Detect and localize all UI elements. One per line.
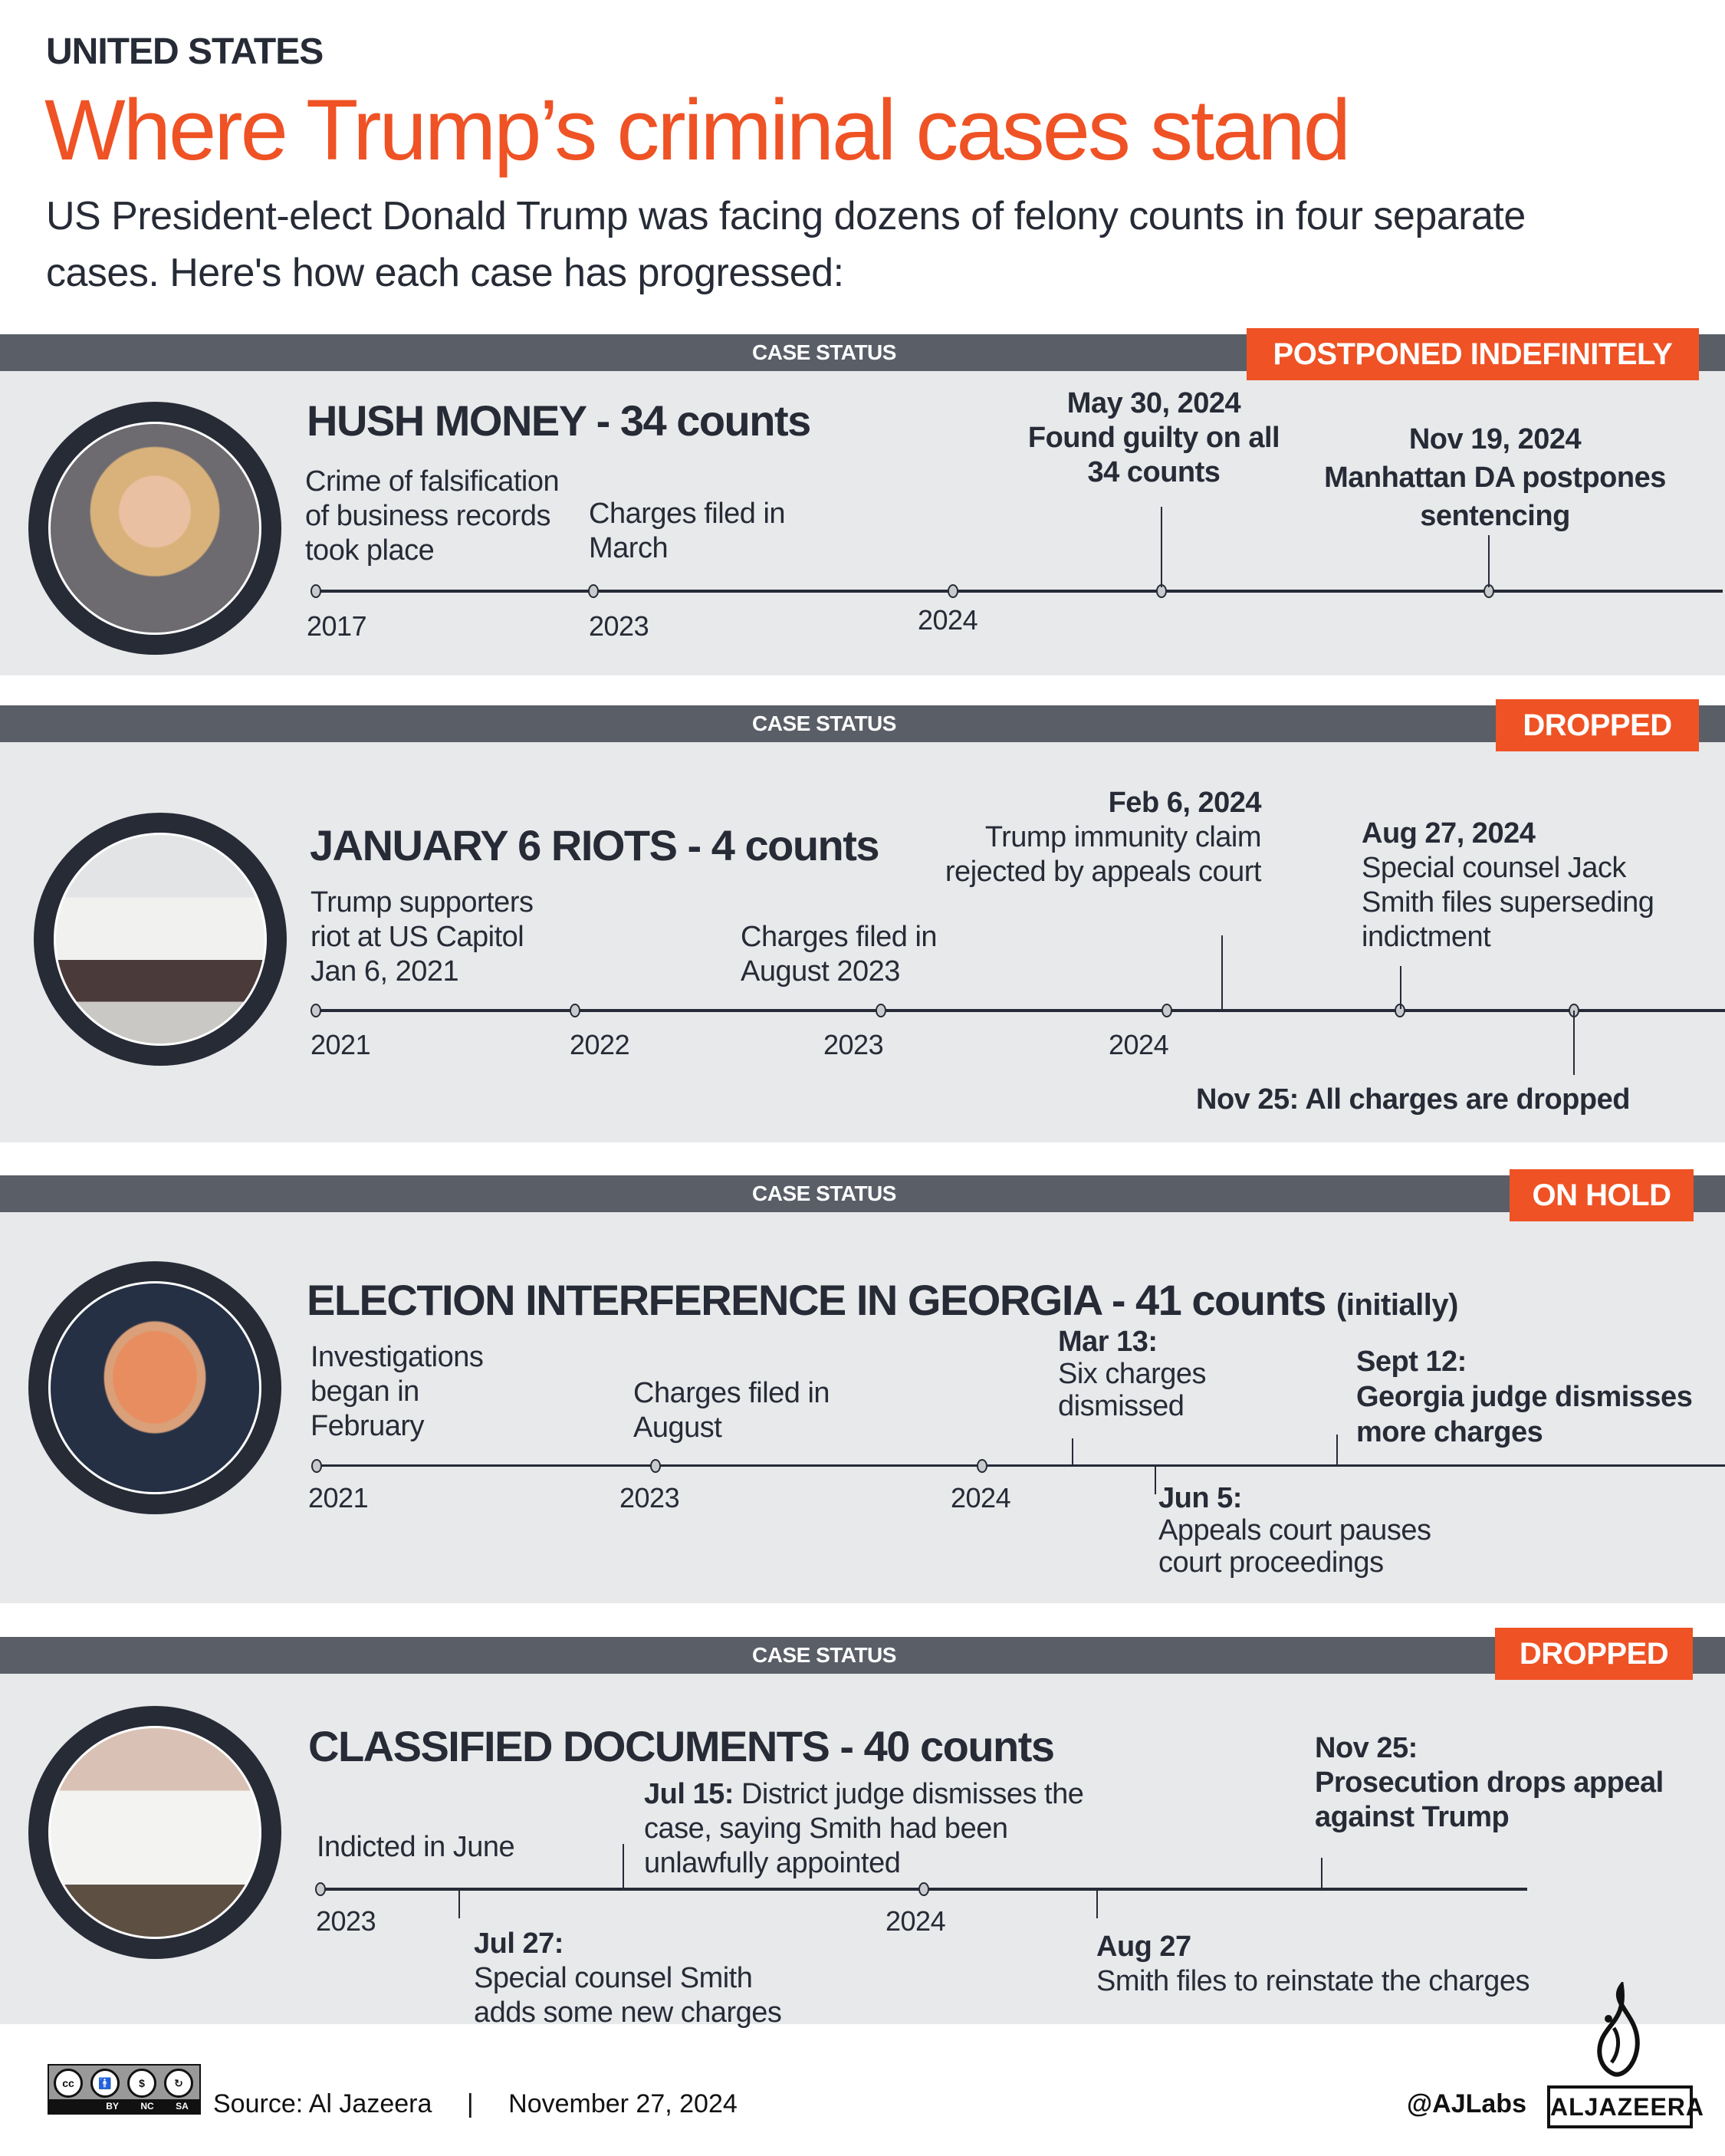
event bbox=[1158, 1482, 1480, 1579]
event-text: Six charges dismissed bbox=[1058, 1358, 1207, 1422]
event bbox=[1362, 817, 1684, 955]
event bbox=[1096, 1930, 1556, 1999]
event bbox=[1315, 1731, 1683, 1835]
event-date: Aug 27, 2024 bbox=[1362, 817, 1536, 850]
timeline-dot bbox=[570, 1004, 580, 1017]
event bbox=[1027, 386, 1280, 490]
year-label: 2022 bbox=[570, 1029, 630, 1060]
event bbox=[1303, 420, 1687, 535]
status-badge: DROPPED bbox=[1495, 1628, 1693, 1680]
year-label: 2023 bbox=[823, 1029, 884, 1060]
event-date: Jul 15: bbox=[644, 1778, 734, 1810]
event-connector bbox=[1155, 1465, 1156, 1494]
timeline-dot bbox=[311, 1459, 322, 1473]
avatar bbox=[28, 1706, 281, 1959]
us-capitol-riot-photo bbox=[54, 833, 267, 1046]
case-hush-money bbox=[0, 334, 1725, 675]
timeline-dot bbox=[650, 1459, 661, 1473]
case-january-6 bbox=[0, 705, 1725, 1142]
stormy-daniels-photo bbox=[48, 422, 261, 635]
event-connector bbox=[623, 1844, 624, 1888]
event-text: Investigations began in February bbox=[310, 1341, 484, 1442]
case-classified-documents bbox=[0, 1637, 1725, 2029]
year-label: 2021 bbox=[308, 1482, 369, 1513]
event-text: Appeals court pauses court proceedings bbox=[1158, 1514, 1431, 1579]
event-text: Smith files to reinstate the charges bbox=[1096, 1965, 1530, 1997]
timeline-dot bbox=[876, 1004, 886, 1017]
separator: | bbox=[466, 2089, 474, 2118]
event-text: Trump immunity claim rejected by appeals court bbox=[945, 821, 1261, 888]
event bbox=[474, 1927, 811, 2030]
event-connector bbox=[1400, 966, 1401, 1009]
timeline-dot bbox=[310, 584, 321, 598]
al-jazeera-wordmark: ALJAZEERA bbox=[1547, 2085, 1693, 2128]
al-jazeera-logo-icon bbox=[1579, 1982, 1656, 2082]
event bbox=[1356, 1344, 1709, 1450]
avatar bbox=[34, 813, 287, 1066]
event-date: May 30, 2024 bbox=[1066, 387, 1241, 419]
kicker: UNITED STATES bbox=[46, 31, 324, 72]
sharealike-icon: ↻ bbox=[164, 2069, 193, 2098]
donald-trump-photo bbox=[48, 1281, 261, 1494]
event-text: Charges filed in March bbox=[589, 498, 786, 564]
case-georgia bbox=[0, 1175, 1725, 1603]
event-connector bbox=[1488, 535, 1490, 587]
status-badge: DROPPED bbox=[1496, 699, 1699, 751]
license-term: SA bbox=[176, 2101, 189, 2112]
timeline-dot bbox=[977, 1459, 987, 1473]
cc-icon: cc bbox=[54, 2069, 83, 2098]
status-badge: ON HOLD bbox=[1510, 1169, 1694, 1221]
timeline-dot bbox=[310, 1004, 321, 1017]
event-text: Manhattan DA postpones sentencing bbox=[1324, 462, 1666, 532]
social-handle: @AJLabs bbox=[1407, 2089, 1526, 2118]
source-text: Source: Al Jazeera bbox=[213, 2089, 432, 2118]
event-text: Crime of falsification of business records took place bbox=[305, 465, 560, 567]
timeline-dot bbox=[918, 1882, 929, 1896]
license-term: NC bbox=[140, 2101, 154, 2112]
license-terms bbox=[49, 2099, 199, 2113]
timeline-dot bbox=[315, 1882, 326, 1896]
event-text: Found guilty on all 34 counts bbox=[1027, 422, 1280, 488]
event-text: Special counsel Smith adds some new charges bbox=[474, 1962, 782, 2029]
event-connector bbox=[458, 1889, 460, 1918]
event-connector bbox=[1573, 1011, 1575, 1075]
timeline-axis bbox=[316, 1009, 1725, 1012]
status-bar-label: CASE STATUS bbox=[752, 1643, 896, 1667]
event-text: Nov 25: All charges are dropped bbox=[1196, 1083, 1630, 1116]
case-title-note: (initially) bbox=[1336, 1288, 1458, 1322]
classified-documents-boxes-photo bbox=[48, 1726, 261, 1939]
year-label: 2024 bbox=[886, 1905, 946, 1937]
event-date: Feb 6, 2024 bbox=[1108, 787, 1261, 819]
source-line bbox=[213, 2089, 738, 2119]
case-title: JANUARY 6 RIOTS - 4 counts bbox=[310, 821, 879, 869]
case-title bbox=[307, 1275, 1458, 1325]
license-term: BY bbox=[106, 2101, 119, 2112]
year-label: 2017 bbox=[307, 610, 367, 642]
event-text: Indicted in June bbox=[317, 1831, 515, 1863]
year-label: 2024 bbox=[1109, 1029, 1169, 1060]
event-text: Charges filed in August 2023 bbox=[741, 921, 938, 988]
status-bar bbox=[0, 1175, 1725, 1212]
avatar bbox=[28, 1261, 281, 1514]
timeline-axis bbox=[316, 1464, 1725, 1467]
event-date: Nov 25: bbox=[1315, 1732, 1418, 1764]
year-label: 2021 bbox=[310, 1029, 371, 1060]
event-connector bbox=[1221, 935, 1223, 1009]
year-label: 2023 bbox=[316, 1905, 376, 1937]
case-title-text: ELECTION INTERFERENCE IN GEORGIA - 41 counts bbox=[307, 1276, 1326, 1324]
event-connector bbox=[1072, 1438, 1073, 1466]
event-date: Sept 12: bbox=[1356, 1346, 1467, 1378]
status-bar bbox=[0, 1637, 1725, 1674]
event-connector bbox=[1321, 1858, 1322, 1888]
page-title: Where Trump’s criminal cases stand bbox=[44, 82, 1349, 178]
event-text: Georgia judge dismisses more charges bbox=[1356, 1381, 1693, 1448]
attribution-icon: 🚹 bbox=[90, 2069, 120, 2098]
event-date: Mar 13: bbox=[1058, 1326, 1158, 1358]
year-label: 2024 bbox=[951, 1482, 1011, 1513]
timeline-axis bbox=[316, 590, 1723, 593]
timeline-dot bbox=[588, 584, 599, 598]
event-text: Trump supporters riot at US Capitol Jan 6, 2021 bbox=[310, 886, 534, 988]
publish-date: November 27, 2024 bbox=[508, 2089, 738, 2118]
timeline-dot bbox=[948, 584, 958, 598]
avatar bbox=[28, 402, 281, 655]
status-bar bbox=[0, 705, 1725, 742]
year-label: 2023 bbox=[619, 1482, 680, 1513]
event-connector bbox=[1161, 507, 1162, 587]
status-badge: POSTPONED INDEFINITELY bbox=[1247, 328, 1699, 380]
status-bar-label: CASE STATUS bbox=[752, 712, 896, 735]
event-text: Prosecution drops appeal against Trump bbox=[1315, 1767, 1664, 1833]
case-title: CLASSIFIED DOCUMENTS - 40 counts bbox=[308, 1722, 1054, 1770]
event-connector bbox=[1096, 1889, 1098, 1918]
status-bar-label: CASE STATUS bbox=[752, 1182, 896, 1205]
year-label: 2023 bbox=[589, 610, 649, 642]
event-text: Special counsel Jack Smith files superseding indictment bbox=[1362, 852, 1654, 953]
event-date: Nov 19, 2024 bbox=[1408, 423, 1582, 455]
event-text: District judge dismisses the case, saying Smith had been unlawfully appointed bbox=[644, 1778, 1084, 1879]
event-date: Jun 5: bbox=[1158, 1482, 1242, 1514]
event bbox=[644, 1777, 1104, 1881]
event bbox=[1058, 1326, 1242, 1422]
event-connector bbox=[1336, 1435, 1338, 1465]
year-label: 2024 bbox=[918, 604, 978, 636]
case-title: HUSH MONEY - 34 counts bbox=[307, 396, 810, 445]
creative-commons-license-badge bbox=[48, 2064, 201, 2115]
status-bar-label: CASE STATUS bbox=[752, 340, 896, 364]
noncommercial-icon: $ bbox=[127, 2069, 156, 2098]
event-date: Aug 27 bbox=[1096, 1931, 1191, 1963]
event bbox=[935, 786, 1261, 889]
timeline-dot bbox=[1162, 1004, 1172, 1017]
subtitle: US President-elect Donald Trump was facing dozens of felony counts in four separate cases. Here's how each case has progressed: bbox=[46, 194, 1526, 295]
event-text: Charges filed in August bbox=[633, 1377, 830, 1444]
event-date: Jul 27: bbox=[474, 1928, 564, 1960]
